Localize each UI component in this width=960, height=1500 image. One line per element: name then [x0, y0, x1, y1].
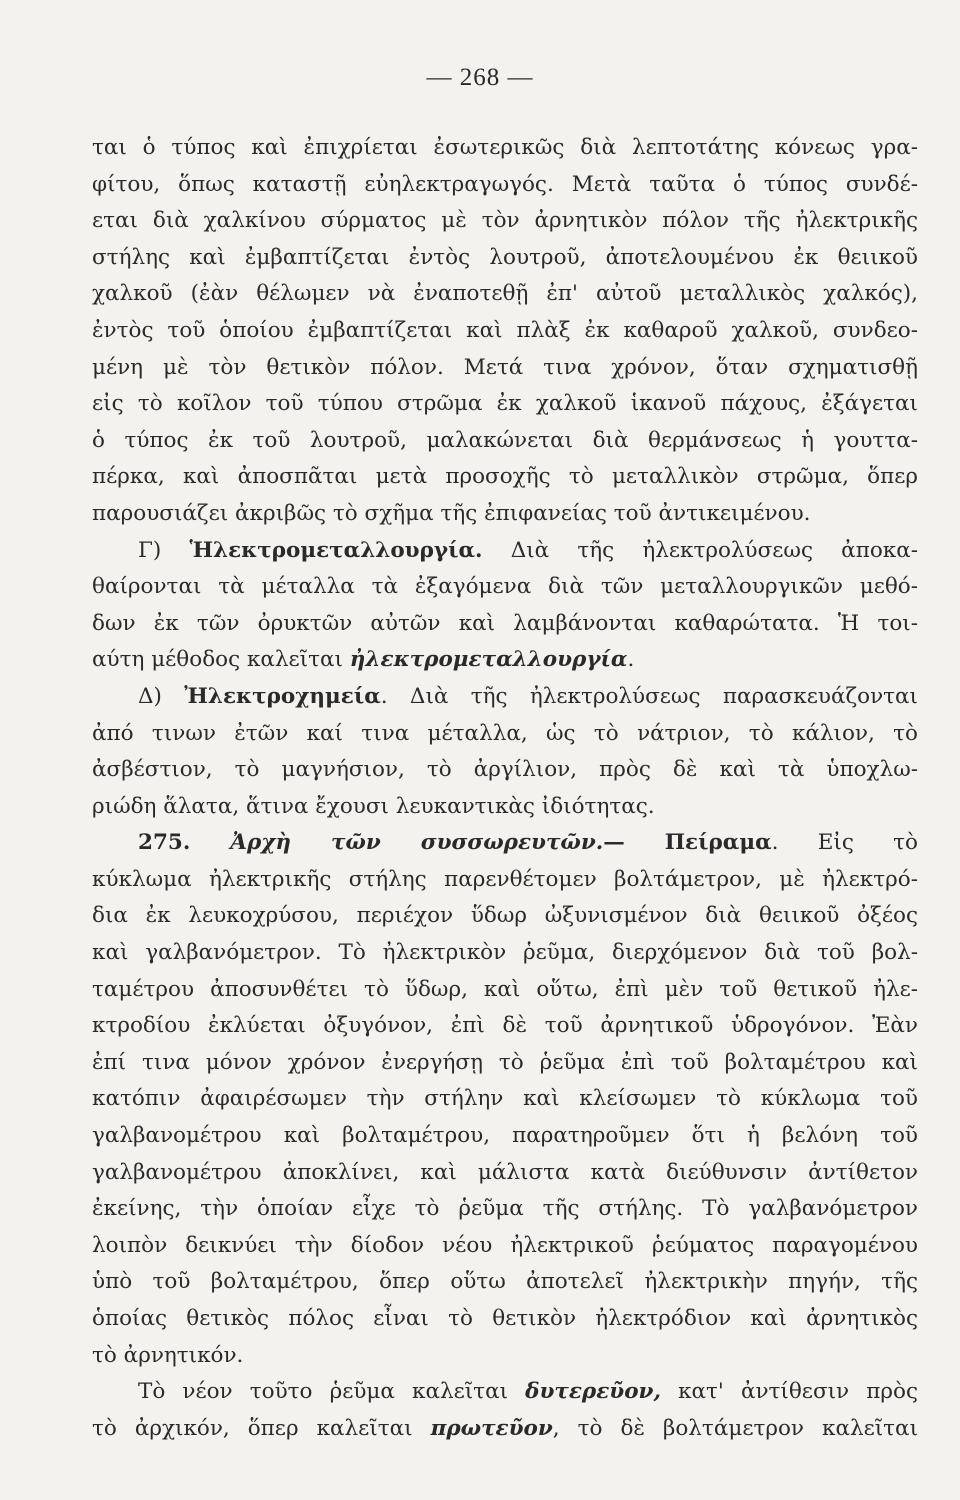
text-line: [92, 533, 918, 570]
text-run: , τὸ δὲ βολτάμετρον καλεῖται: [552, 1415, 918, 1441]
text-line: [92, 1118, 918, 1155]
emphasized-term: Ἡλεκτρομεταλλουργία.: [189, 537, 483, 563]
emphasized-term: Ἀρχὴ τῶν συσσωρευτῶν.: [230, 830, 604, 856]
text-run: Διὰ τῆς ἠλεκτρολύσεως ἀποκα-: [482, 537, 918, 563]
text-line: [92, 825, 918, 862]
text-line: [92, 1264, 918, 1301]
text-line: [92, 386, 918, 423]
text-run: ὁ τύπος ἐκ τοῦ λουτροῦ, μαλακώνεται διὰ θερμάνσεως ἡ γουττα-: [92, 427, 918, 453]
text-line: [92, 898, 918, 935]
text-run: Γ): [138, 537, 190, 563]
text-line: [92, 642, 918, 679]
text-run: .: [627, 647, 635, 673]
text-line: [92, 752, 918, 789]
text-run: τὸ ἀρχικόν, ὅπερ καλεῖται: [92, 1415, 431, 1441]
text-run: ἐπί τινα μόνον χρόνον ἐνεργήσῃ τὸ ῥεῦμα ἐπὶ τοῦ βολταμέτρου καὶ: [92, 1049, 918, 1075]
text-line: [92, 240, 918, 277]
text-run: δων ἐκ τῶν ὀρυκτῶν αὐτῶν καὶ λαμβάνονται καθαρώτατα. Ἡ τοι-: [92, 610, 918, 636]
text-line: [92, 496, 918, 533]
page-number: — 268 —: [426, 64, 534, 91]
text-line: [92, 1301, 918, 1338]
text-run: ὑπὸ τοῦ βολταμέτρου, ὅπερ οὕτω ἀποτελεῖ ἠλεκτρικὴν πηγήν, τῆς: [92, 1269, 918, 1295]
text-line: [92, 276, 918, 313]
text-run: γαλβανομέτρου ἀποκλίνει, καὶ μάλιστα κατὰ διεύθυνσιν ἀντίθετον: [92, 1159, 918, 1185]
text-line: [92, 789, 918, 826]
text-run: εται διὰ χαλκίνου σύρματος μὲ τὸν ἀρνητικὸν πόλον τῆς ἠλεκτρικῆς: [92, 208, 918, 234]
text-run: ταμέτρου ἀποσυνθέτει τὸ ὕδωρ, καὶ οὕτω, ἐπὶ μὲν τοῦ θετικοῦ ἠλε-: [92, 976, 918, 1002]
text-line: [92, 606, 918, 643]
body-text: [92, 130, 918, 1447]
text-line: [92, 130, 918, 167]
text-run: κτροδίου ἐκλύεται ὀξυγόνον, ἐπὶ δὲ τοῦ ἀρνητικοῦ ὑδρογόνον. Ἐὰν: [92, 1013, 918, 1039]
text-run: γαλβανομέτρου καὶ βολταμέτρου, παρατηροῦμεν ὅτι ἡ βελόνη τοῦ: [92, 1123, 918, 1149]
text-line: [92, 1191, 918, 1228]
text-run: χαλκοῦ (ἐὰν θέλωμεν νὰ ἐναποτεθῇ ἐπ' αὐτοῦ μεταλλικὸς χαλκός),: [92, 281, 918, 307]
text-run: παρουσιάζει ἀκριβῶς τὸ σχῆμα τῆς ἐπιφανείας τοῦ ἀντικειμένου.: [92, 500, 811, 526]
text-run: . Εἰς τὸ: [771, 830, 918, 856]
text-run: δια ἐκ λευκοχρύσου, περιέχον ὕδωρ ὠξυνισμένον διὰ θειικοῦ ὀξέος: [92, 903, 918, 929]
text-line: [92, 1045, 918, 1082]
text-run: . Διὰ τῆς ἠλεκτρολύσεως παρασκευάζονται: [380, 683, 918, 709]
text-line: [92, 1338, 918, 1375]
text-line: [92, 935, 918, 972]
emphasized-term: ἠλεκτρομεταλλουργία: [349, 647, 628, 673]
text-run: ται ὁ τύπος καὶ ἐπιχρίεται ἐσωτερικῶς διὰ λεπτοτάτης κόνεως γρα-: [92, 135, 918, 160]
text-run: ἀπό τινων ἐτῶν καί τινα μέταλλα, ὡς τὸ νάτριον, τὸ κάλιον, τὸ: [92, 720, 918, 746]
text-run: ἐντὸς τοῦ ὁποίου ἐμβαπτίζεται καὶ πλὰξ ἐκ καθαροῦ χαλκοῦ, συνδεο-: [92, 317, 918, 343]
emphasized-term: 275.: [138, 830, 231, 856]
text-line: [92, 1374, 918, 1411]
text-run: ἀσβέστιον, τὸ μαγνήσιον, τὸ ἀργίλιον, πρὸς δὲ καὶ τὰ ὑποχλω-: [92, 757, 918, 783]
text-line: [92, 459, 918, 496]
text-run: ὁποίας θετικὸς πόλος εἶναι τὸ θετικὸν ἠλεκτρόδιον καὶ ἀρνητικὸς: [92, 1306, 918, 1331]
emphasized-term: — Πείραμα: [603, 830, 772, 856]
text-run: Τὸ νέον τοῦτο ῥεῦμα καλεῖται: [138, 1379, 526, 1405]
text-line: [92, 1155, 918, 1192]
text-line: [92, 1008, 918, 1045]
text-run: καὶ γαλβανόμετρον. Τὸ ἠλεκτρικὸν ῥεῦμα, διερχόμενον διὰ τοῦ βολ-: [92, 940, 918, 966]
emphasized-term: Ἠλεκτροχημεία: [184, 683, 381, 709]
text-run: τὸ ἀρνητικόν.: [92, 1342, 244, 1368]
text-line: [92, 167, 918, 204]
emphasized-term: δυτερεῦον,: [525, 1379, 661, 1405]
text-line: [92, 972, 918, 1009]
text-run: φίτου, ὅπως καταστῇ εὐηλεκτραγωγός. Μετὰ ταῦτα ὁ τύπος συνδέ-: [92, 171, 918, 197]
text-line: [92, 203, 918, 240]
text-run: εἰς τὸ κοῖλον τοῦ τύπου στρῶμα ἐκ χαλκοῦ ἱκανοῦ πάχους, ἐξάγεται: [92, 391, 918, 417]
text-run: κύκλωμα ἠλεκτρικῆς στήλης παρενθέτομεν βολτάμετρον, μὲ ἠλεκτρό-: [92, 866, 918, 892]
text-line: [92, 1081, 918, 1118]
text-line: [92, 350, 918, 387]
text-line: [92, 1228, 918, 1265]
text-line: [92, 1411, 918, 1448]
text-run: Δ): [138, 683, 185, 709]
text-run: ἐκείνης, τὴν ὁποίαν εἶχε τὸ ῥεῦμα τῆς στήλης. Τὸ γαλβανόμετρον: [92, 1196, 918, 1222]
text-run: κατ' ἀντίθεσιν πρὸς: [660, 1379, 918, 1405]
text-run: θαίρονται τὰ μέταλλα τὰ ἐξαγόμενα διὰ τῶν μεταλλουργικῶν μεθό-: [92, 574, 918, 600]
text-run: πέρκα, καὶ ἀποσπᾶται μετὰ προσοχῆς τὸ μεταλλικὸν στρῶμα, ὅπερ: [92, 464, 918, 490]
text-run: στήλης καὶ ἐμβαπτίζεται ἐντὸς λουτροῦ, ἀποτελουμένου ἐκ θειικοῦ: [92, 244, 918, 270]
text-line: [92, 313, 918, 350]
emphasized-term: πρωτεῦον: [430, 1415, 553, 1441]
text-line: [92, 569, 918, 606]
text-run: ριώδη ἅλατα, ἅτινα ἔχουσι λευκαντικὰς ἰδιότητας.: [92, 793, 655, 819]
text-run: λοιπὸν δεικνύει τὴν δίοδον νέου ἠλεκτρικοῦ ῥεύματος παραγομένου: [92, 1232, 918, 1258]
text-line: [92, 679, 918, 716]
text-line: [92, 862, 918, 899]
text-run: μένη μὲ τὸν θετικὸν πόλον. Μετά τινα χρόνον, ὅταν σχηματισθῇ: [92, 354, 918, 380]
text-line: [92, 716, 918, 753]
text-run: αύτη μέθοδος καλεῖται: [92, 647, 350, 673]
text-run: κατόπιν ἀφαιρέσωμεν τὴν στήλην καὶ κλείσωμεν τὸ κύκλωμα τοῦ: [92, 1086, 918, 1112]
text-line: [92, 423, 918, 460]
